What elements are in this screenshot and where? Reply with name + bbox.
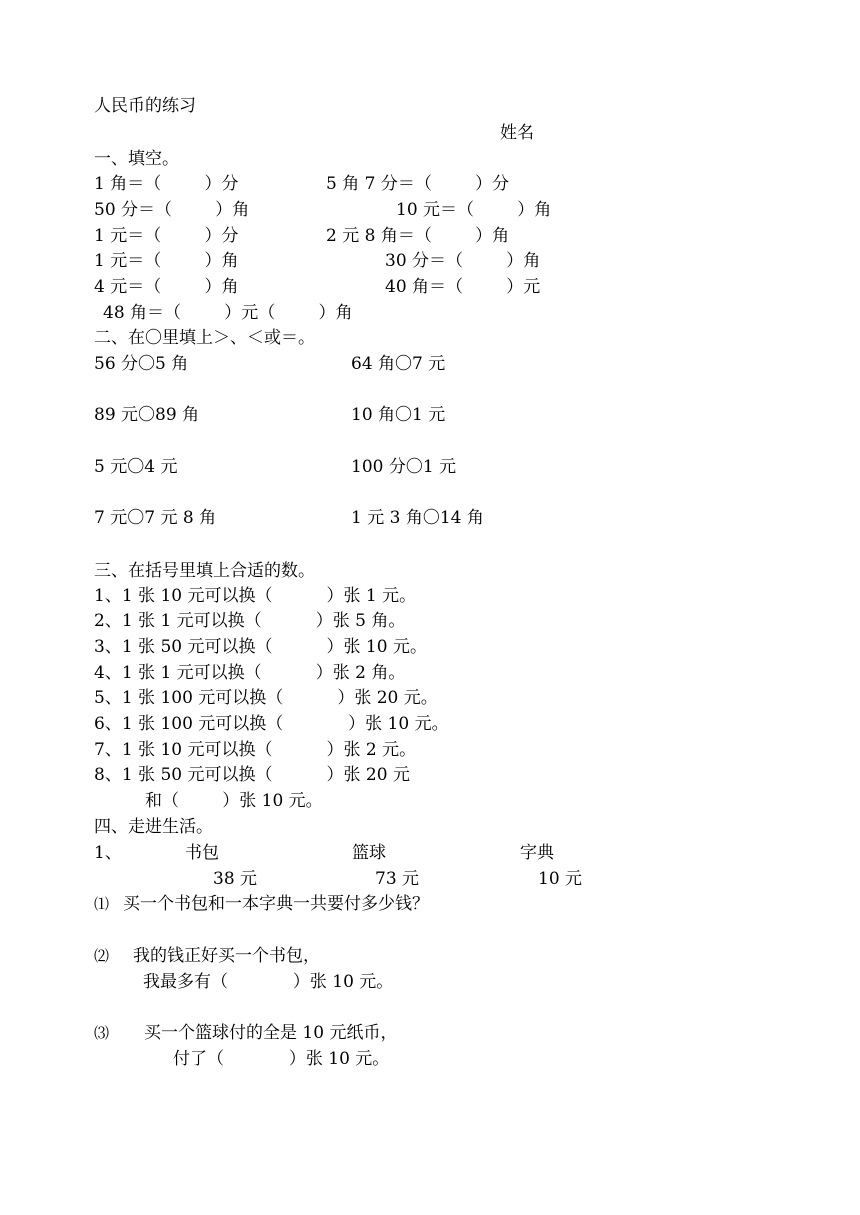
exchange-item: 5、1 张 100 元可以换（ ）张 20 元。 — [94, 688, 438, 708]
exchange-item-continuation: 和（ ）张 10 元。 — [145, 791, 323, 811]
page-title: 人民币的练习 — [94, 96, 196, 116]
exchange-item: 3、1 张 50 元可以换（ ）张 10 元。 — [94, 637, 427, 657]
goods-name: 书包 — [185, 843, 219, 863]
fill-item: 48 角＝（ ）元（ ）角 — [103, 303, 353, 323]
fill-item: 1 元＝（ ）角 — [94, 251, 239, 271]
question-number: ⑵ — [94, 947, 110, 965]
question-text: 买一个书包和一本字典一共要付多少钱？ — [123, 894, 429, 914]
question-text: 买一个篮球付的全是 10 元纸币， — [144, 1023, 398, 1043]
fill-item: 1 元＝（ ）分 — [94, 226, 239, 246]
exchange-item: 6、1 张 100 元可以换（ ）张 10 元。 — [94, 714, 449, 734]
question-text: 我最多有（ ）张 10 元。 — [143, 972, 394, 992]
section2-heading: 二、在〇里填上＞、＜或＝。 — [94, 328, 315, 348]
question-number: ⑴ — [94, 895, 110, 913]
compare-item: 89 元〇89 角 — [94, 405, 200, 425]
goods-name: 篮球 — [352, 843, 386, 863]
section1-heading: 一、填空。 — [94, 149, 179, 169]
fill-item: 50 分＝（ ）角 — [94, 200, 250, 220]
fill-item: 10 元＝（ ）角 — [396, 200, 552, 220]
fill-item: 4 元＝（ ）角 — [94, 277, 239, 297]
exchange-item: 2、1 张 1 元可以换（ ）张 5 角。 — [94, 611, 406, 631]
fill-item: 5 角 7 分＝（ ）分 — [326, 174, 510, 194]
goods-price: 38 元 — [213, 869, 258, 889]
exchange-item: 4、1 张 1 元可以换（ ）张 2 角。 — [94, 663, 406, 683]
exchange-item: 1、1 张 10 元可以换（ ）张 1 元。 — [94, 586, 417, 606]
question-number: ⑶ — [94, 1024, 110, 1042]
name-label: 姓名 — [500, 123, 534, 143]
exchange-item: 8、1 张 50 元可以换（ ）张 20 元 — [94, 765, 410, 785]
exchange-item: 7、1 张 10 元可以换（ ）张 2 元。 — [94, 740, 417, 760]
compare-item: 64 角〇7 元 — [351, 354, 446, 374]
question-text: 付了（ ）张 10 元。 — [173, 1049, 390, 1069]
compare-item: 5 元〇4 元 — [94, 457, 178, 477]
section4-heading: 四、走进生活。 — [94, 817, 213, 837]
fill-item: 1 角＝（ ）分 — [94, 174, 239, 194]
goods-price: 10 元 — [538, 869, 583, 889]
fill-item: 40 角＝（ ）元 — [385, 277, 541, 297]
goods-name: 字典 — [520, 843, 554, 863]
goods-price: 73 元 — [375, 869, 420, 889]
section3-heading: 三、在括号里填上合适的数。 — [94, 561, 315, 581]
fill-item: 30 分＝（ ）角 — [385, 251, 541, 271]
compare-item: 10 角〇1 元 — [351, 405, 446, 425]
compare-item: 100 分〇1 元 — [351, 457, 457, 477]
compare-item: 1 元 3 角〇14 角 — [351, 508, 484, 528]
question-text: 我的钱正好买一个书包， — [133, 946, 320, 966]
item-number: 1、 — [94, 843, 122, 863]
fill-item: 2 元 8 角＝（ ）角 — [326, 226, 510, 246]
compare-item: 56 分〇5 角 — [94, 354, 189, 374]
compare-item: 7 元〇7 元 8 角 — [94, 508, 217, 528]
